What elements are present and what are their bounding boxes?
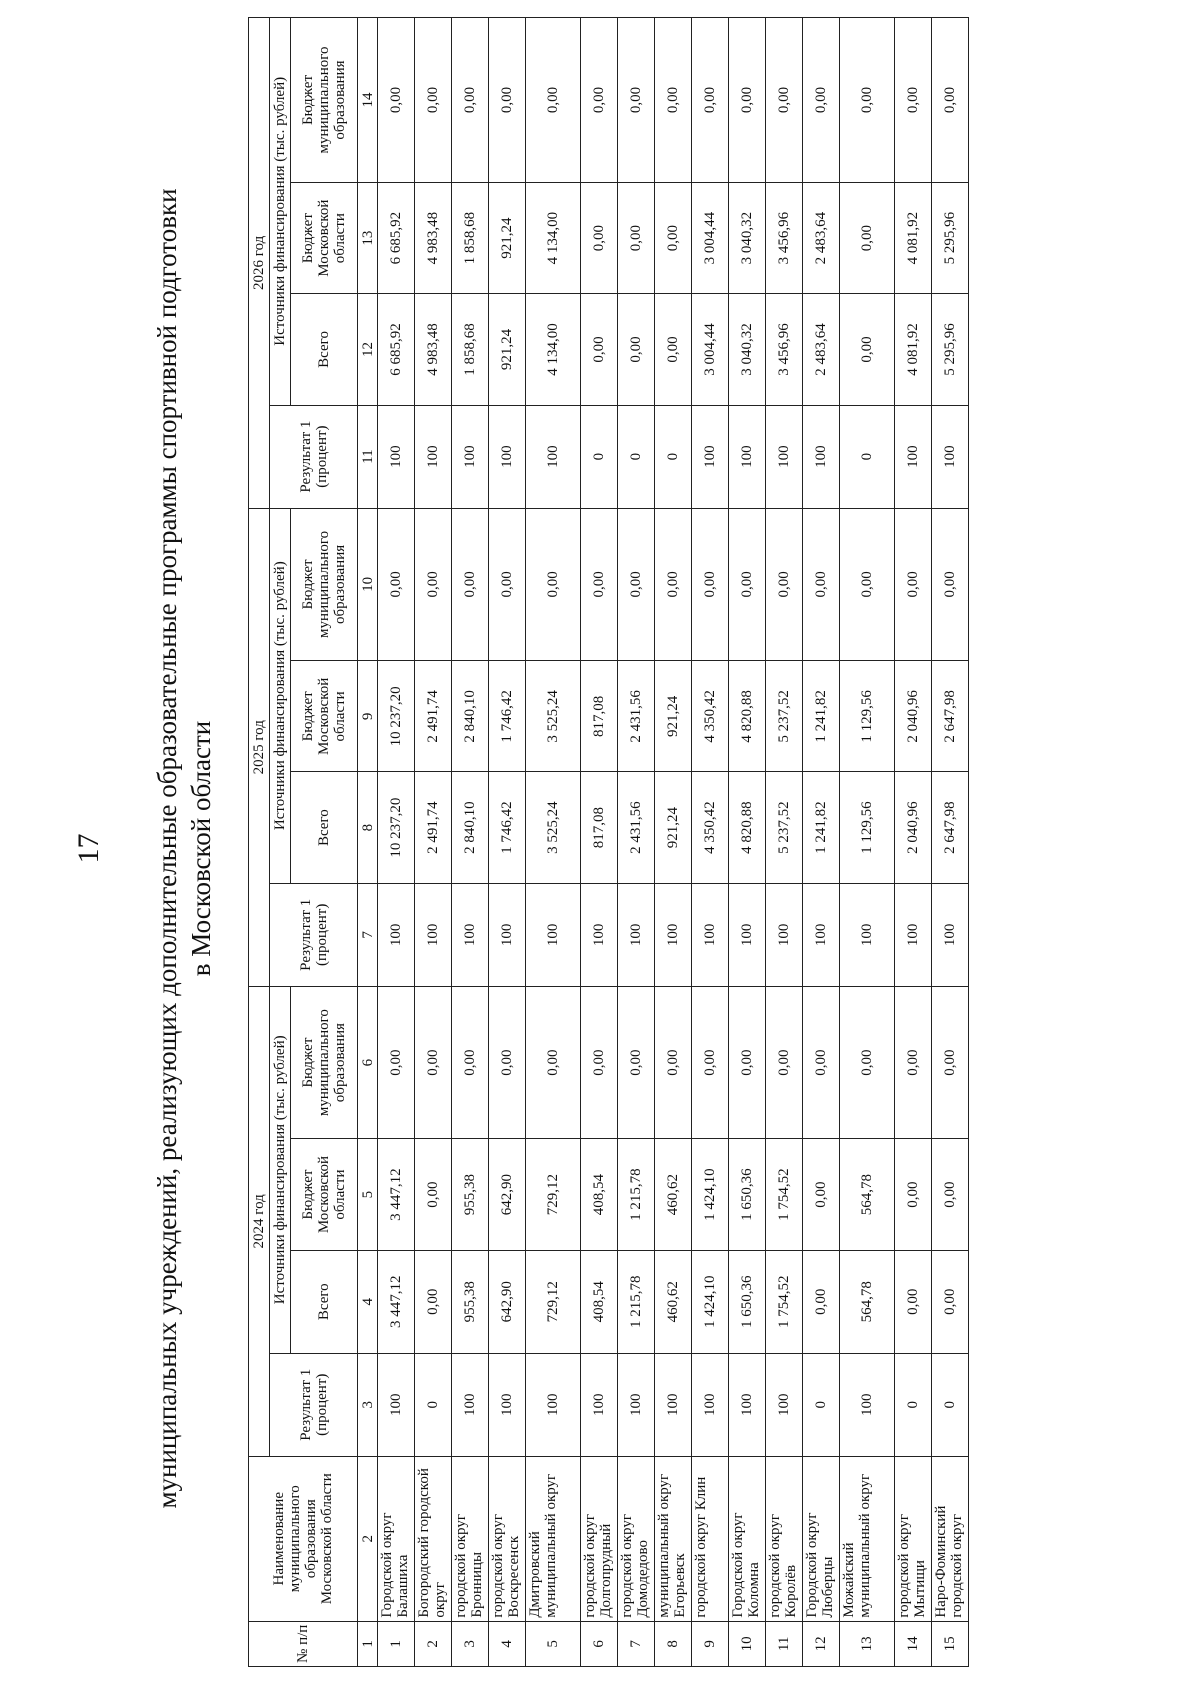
- regional-budget-2025: 2 040,96: [895, 661, 932, 772]
- table-row: [803, 18, 840, 1667]
- row-number: 8: [655, 1621, 692, 1666]
- total-2024: 0,00: [895, 1250, 932, 1353]
- total-2025: 2 840,10: [452, 772, 489, 883]
- regional-budget-2024: 1 650,36: [729, 1139, 766, 1250]
- header-year-2024: 2024 год: [249, 986, 270, 1456]
- total-2024: 3 447,12: [378, 1250, 415, 1353]
- regional-budget-2025: 3 525,24: [526, 661, 581, 772]
- regional-budget-2024: 0,00: [803, 1139, 840, 1250]
- total-2026: 4 081,92: [895, 294, 932, 405]
- municipal-budget-2025: 0,00: [932, 508, 969, 661]
- regional-budget-2025: 2 491,74: [415, 661, 452, 772]
- column-number: 14: [358, 18, 378, 183]
- total-2025: 2 040,96: [895, 772, 932, 883]
- result-2025: 100: [489, 883, 526, 986]
- header-municipal-2024: Бюджет муниципального образования: [291, 986, 358, 1139]
- total-2025: 2 647,98: [932, 772, 969, 883]
- column-number: 13: [358, 183, 378, 294]
- result-2024: 100: [692, 1353, 729, 1456]
- regional-budget-2026: 3 040,32: [729, 183, 766, 294]
- municipal-budget-2024: 0,00: [932, 986, 969, 1139]
- result-2025: 100: [655, 883, 692, 986]
- municipality-name: Наро-Фоминский городской округ: [932, 1456, 969, 1621]
- municipal-budget-2026: 0,00: [840, 18, 895, 183]
- heading-line-1: муниципальных учреждений, реализующих дополнительные образовательные программы спортивной подготовки: [152, 188, 182, 1509]
- regional-budget-2025: 1 129,56: [840, 661, 895, 772]
- document-heading: [150, 0, 218, 1697]
- municipal-budget-2024: 0,00: [415, 986, 452, 1139]
- municipal-budget-2024: 0,00: [729, 986, 766, 1139]
- result-2026: 100: [489, 405, 526, 508]
- municipal-budget-2024: 0,00: [378, 986, 415, 1139]
- municipal-budget-2025: 0,00: [452, 508, 489, 661]
- regional-budget-2024: 564,78: [840, 1139, 895, 1250]
- result-2024: 100: [840, 1353, 895, 1456]
- result-2025: 100: [766, 883, 803, 986]
- result-2026: 100: [452, 405, 489, 508]
- regional-budget-2024: 3 447,12: [378, 1139, 415, 1250]
- table-row: [840, 18, 895, 1667]
- total-2025: 817,08: [581, 772, 618, 883]
- municipal-budget-2026: 0,00: [378, 18, 415, 183]
- table-row: [766, 18, 803, 1667]
- table-row: [655, 18, 692, 1667]
- total-2026: 0,00: [840, 294, 895, 405]
- column-number: 10: [358, 508, 378, 661]
- result-2024: 100: [489, 1353, 526, 1456]
- regional-budget-2026: 5 295,96: [932, 183, 969, 294]
- column-number-row: [358, 18, 378, 1667]
- result-2025: 100: [692, 883, 729, 986]
- municipal-budget-2026: 0,00: [415, 18, 452, 183]
- result-2024: 0: [415, 1353, 452, 1456]
- total-2026: 5 295,96: [932, 294, 969, 405]
- result-2026: 100: [729, 405, 766, 508]
- column-number: 7: [358, 883, 378, 986]
- result-2025: 100: [729, 883, 766, 986]
- column-number: 3: [358, 1353, 378, 1456]
- total-2024: 0,00: [932, 1250, 969, 1353]
- municipal-budget-2025: 0,00: [692, 508, 729, 661]
- municipal-budget-2025: 0,00: [618, 508, 655, 661]
- row-number: 10: [729, 1621, 766, 1666]
- result-2024: 100: [618, 1353, 655, 1456]
- total-2025: 3 525,24: [526, 772, 581, 883]
- regional-budget-2026: 0,00: [655, 183, 692, 294]
- header-sources-2026: Источники финансирования (тыс. рублей): [270, 18, 291, 406]
- total-2025: 2 431,56: [618, 772, 655, 883]
- total-2025: 2 491,74: [415, 772, 452, 883]
- header-result-2026: Результат 1 (процент): [270, 405, 358, 508]
- total-2025: 5 237,52: [766, 772, 803, 883]
- total-2024: 1 754,52: [766, 1250, 803, 1353]
- header-year-2025: 2025 год: [249, 508, 270, 986]
- page-number: 17: [72, 833, 105, 864]
- regional-budget-2025: 2 431,56: [618, 661, 655, 772]
- municipal-budget-2024: 0,00: [840, 986, 895, 1139]
- result-2024: 100: [526, 1353, 581, 1456]
- result-2025: 100: [803, 883, 840, 986]
- total-2024: 0,00: [415, 1250, 452, 1353]
- municipal-budget-2024: 0,00: [766, 986, 803, 1139]
- header-total-2026: Всего: [291, 294, 358, 405]
- total-2025: 921,24: [655, 772, 692, 883]
- column-number: 6: [358, 986, 378, 1139]
- table-row: [729, 18, 766, 1667]
- regional-budget-2026: 2 483,64: [803, 183, 840, 294]
- municipal-budget-2024: 0,00: [581, 986, 618, 1139]
- row-number: 12: [803, 1621, 840, 1666]
- column-number: 4: [358, 1250, 378, 1353]
- municipal-budget-2024: 0,00: [489, 986, 526, 1139]
- municipal-budget-2024: 0,00: [692, 986, 729, 1139]
- header-municipal-2026: Бюджет муниципального образования: [291, 18, 358, 183]
- result-2025: 100: [378, 883, 415, 986]
- municipal-budget-2024: 0,00: [452, 986, 489, 1139]
- regional-budget-2024: 1 424,10: [692, 1139, 729, 1250]
- result-2024: 100: [378, 1353, 415, 1456]
- regional-budget-2024: 1 215,78: [618, 1139, 655, 1250]
- result-2026: 100: [766, 405, 803, 508]
- regional-budget-2025: 2 647,98: [932, 661, 969, 772]
- total-2025: 1 129,56: [840, 772, 895, 883]
- table-row: [895, 18, 932, 1667]
- regional-budget-2026: 0,00: [618, 183, 655, 294]
- result-2026: 0: [618, 405, 655, 508]
- regional-budget-2026: 4 983,48: [415, 183, 452, 294]
- result-2024: 0: [803, 1353, 840, 1456]
- row-number: 15: [932, 1621, 969, 1666]
- header-total-2025: Всего: [291, 772, 358, 883]
- municipal-budget-2025: 0,00: [729, 508, 766, 661]
- regional-budget-2026: 0,00: [840, 183, 895, 294]
- header-sources-2024: Источники финансирования (тыс. рублей): [270, 986, 291, 1353]
- regional-budget-2026: 4 134,00: [526, 183, 581, 294]
- result-2024: 100: [655, 1353, 692, 1456]
- municipal-budget-2025: 0,00: [655, 508, 692, 661]
- municipal-budget-2025: 0,00: [526, 508, 581, 661]
- column-number: 1: [358, 1621, 378, 1666]
- regional-budget-2024: 729,12: [526, 1139, 581, 1250]
- total-2026: 3 004,44: [692, 294, 729, 405]
- total-2026: 3 456,96: [766, 294, 803, 405]
- total-2024: 0,00: [803, 1250, 840, 1353]
- regional-budget-2026: 0,00: [581, 183, 618, 294]
- regional-budget-2024: 0,00: [895, 1139, 932, 1250]
- table-row: [692, 18, 729, 1667]
- row-number: 4: [489, 1621, 526, 1666]
- regional-budget-2024: 408,54: [581, 1139, 618, 1250]
- column-number: 8: [358, 772, 378, 883]
- regional-budget-2025: 10 237,20: [378, 661, 415, 772]
- total-2025: 1 746,42: [489, 772, 526, 883]
- table-row: [415, 18, 452, 1667]
- header-municipal-2025: Бюджет муниципального образования: [291, 508, 358, 661]
- municipal-budget-2024: 0,00: [655, 986, 692, 1139]
- result-2024: 100: [766, 1353, 803, 1456]
- total-2026: 4 983,48: [415, 294, 452, 405]
- municipality-name: городской округ Клин: [692, 1456, 729, 1621]
- municipality-name: Богородский городской округ: [415, 1456, 452, 1621]
- regional-budget-2024: 955,38: [452, 1139, 489, 1250]
- municipality-name: Городской округ Люберцы: [803, 1456, 840, 1621]
- table-row: [932, 18, 969, 1667]
- result-2026: 0: [840, 405, 895, 508]
- table-row: [618, 18, 655, 1667]
- row-number: 1: [378, 1621, 415, 1666]
- total-2026: 0,00: [655, 294, 692, 405]
- header-regional-2026: Бюджет Московской области: [291, 183, 358, 294]
- header-result-2025: Результат 1 (процент): [270, 883, 358, 986]
- total-2025: 10 237,20: [378, 772, 415, 883]
- column-number: 9: [358, 661, 378, 772]
- municipality-name: городской округ Домодедово: [618, 1456, 655, 1621]
- table-row: [378, 18, 415, 1667]
- header-regional-2024: Бюджет Московской области: [291, 1139, 358, 1250]
- total-2026: 921,24: [489, 294, 526, 405]
- regional-budget-2024: 0,00: [932, 1139, 969, 1250]
- total-2026: 3 040,32: [729, 294, 766, 405]
- result-2025: 100: [415, 883, 452, 986]
- result-2025: 100: [895, 883, 932, 986]
- row-number: 3: [452, 1621, 489, 1666]
- municipal-budget-2025: 0,00: [766, 508, 803, 661]
- municipal-budget-2026: 0,00: [895, 18, 932, 183]
- heading-line-2: в Московской области: [186, 720, 216, 977]
- result-2025: 100: [452, 883, 489, 986]
- result-2026: 100: [415, 405, 452, 508]
- regional-budget-2025: 4 820,88: [729, 661, 766, 772]
- table-row: [452, 18, 489, 1667]
- result-2025: 100: [932, 883, 969, 986]
- municipal-budget-2025: 0,00: [840, 508, 895, 661]
- result-2024: 100: [729, 1353, 766, 1456]
- municipality-name: Можайский муниципальный округ: [840, 1456, 895, 1621]
- municipal-budget-2026: 0,00: [452, 18, 489, 183]
- column-number: 12: [358, 294, 378, 405]
- regional-budget-2024: 460,62: [655, 1139, 692, 1250]
- financing-table: [248, 17, 969, 1667]
- result-2026: 0: [581, 405, 618, 508]
- row-number: 7: [618, 1621, 655, 1666]
- municipal-budget-2026: 0,00: [581, 18, 618, 183]
- municipal-budget-2025: 0,00: [803, 508, 840, 661]
- regional-budget-2025: 921,24: [655, 661, 692, 772]
- regional-budget-2024: 642,90: [489, 1139, 526, 1250]
- municipal-budget-2024: 0,00: [803, 986, 840, 1139]
- regional-budget-2026: 4 081,92: [895, 183, 932, 294]
- table-row: [489, 18, 526, 1667]
- header-sources-2025: Источники финансирования (тыс. рублей): [270, 508, 291, 883]
- total-2026: 2 483,64: [803, 294, 840, 405]
- row-number: 6: [581, 1621, 618, 1666]
- result-2026: 0: [655, 405, 692, 508]
- header-result-2024: Результат 1 (процент): [270, 1353, 358, 1456]
- total-2024: 1 650,36: [729, 1250, 766, 1353]
- total-2025: 4 350,42: [692, 772, 729, 883]
- municipal-budget-2025: 0,00: [489, 508, 526, 661]
- regional-budget-2025: 1 241,82: [803, 661, 840, 772]
- municipal-budget-2026: 0,00: [526, 18, 581, 183]
- municipal-budget-2025: 0,00: [581, 508, 618, 661]
- regional-budget-2025: 4 350,42: [692, 661, 729, 772]
- municipal-budget-2026: 0,00: [803, 18, 840, 183]
- result-2025: 100: [840, 883, 895, 986]
- result-2026: 100: [526, 405, 581, 508]
- result-2024: 100: [452, 1353, 489, 1456]
- result-2024: 0: [895, 1353, 932, 1456]
- row-number: 2: [415, 1621, 452, 1666]
- row-number: 11: [766, 1621, 803, 1666]
- header-name: Наименование муниципального образования Московской области: [249, 1456, 358, 1621]
- header-regional-2025: Бюджет Московской области: [291, 661, 358, 772]
- total-2024: 729,12: [526, 1250, 581, 1353]
- total-2024: 1 424,10: [692, 1250, 729, 1353]
- municipal-budget-2025: 0,00: [895, 508, 932, 661]
- municipal-budget-2026: 0,00: [618, 18, 655, 183]
- municipal-budget-2025: 0,00: [378, 508, 415, 661]
- municipal-budget-2024: 0,00: [618, 986, 655, 1139]
- municipal-budget-2025: 0,00: [415, 508, 452, 661]
- row-number: 5: [526, 1621, 581, 1666]
- result-2024: 100: [581, 1353, 618, 1456]
- row-number: 13: [840, 1621, 895, 1666]
- total-2026: 0,00: [618, 294, 655, 405]
- total-2024: 564,78: [840, 1250, 895, 1353]
- column-number: 2: [358, 1456, 378, 1621]
- column-number: 11: [358, 405, 378, 508]
- regional-budget-2026: 3 004,44: [692, 183, 729, 294]
- result-2026: 100: [803, 405, 840, 508]
- municipal-budget-2026: 0,00: [729, 18, 766, 183]
- total-2026: 0,00: [581, 294, 618, 405]
- result-2025: 100: [581, 883, 618, 986]
- municipal-budget-2026: 0,00: [766, 18, 803, 183]
- row-number: 14: [895, 1621, 932, 1666]
- total-2024: 408,54: [581, 1250, 618, 1353]
- header-total-2024: Всего: [291, 1250, 358, 1353]
- regional-budget-2025: 1 746,42: [489, 661, 526, 772]
- regional-budget-2024: 0,00: [415, 1139, 452, 1250]
- result-2026: 100: [692, 405, 729, 508]
- table-row: [581, 18, 618, 1667]
- table-body: [378, 18, 969, 1667]
- municipal-budget-2026: 0,00: [489, 18, 526, 183]
- regional-budget-2026: 3 456,96: [766, 183, 803, 294]
- municipality-name: городской округ Королёв: [766, 1456, 803, 1621]
- total-2024: 642,90: [489, 1250, 526, 1353]
- regional-budget-2026: 1 858,68: [452, 183, 489, 294]
- municipal-budget-2024: 0,00: [895, 986, 932, 1139]
- regional-budget-2026: 6 685,92: [378, 183, 415, 294]
- row-number: 9: [692, 1621, 729, 1666]
- regional-budget-2024: 1 754,52: [766, 1139, 803, 1250]
- table-row: [526, 18, 581, 1667]
- total-2026: 4 134,00: [526, 294, 581, 405]
- header-num: № п/п: [249, 1621, 358, 1666]
- municipal-budget-2026: 0,00: [932, 18, 969, 183]
- total-2026: 1 858,68: [452, 294, 489, 405]
- regional-budget-2026: 921,24: [489, 183, 526, 294]
- regional-budget-2025: 2 840,10: [452, 661, 489, 772]
- municipal-budget-2026: 0,00: [692, 18, 729, 183]
- municipality-name: муниципальный округ Егорьевск: [655, 1456, 692, 1621]
- total-2025: 4 820,88: [729, 772, 766, 883]
- result-2025: 100: [618, 883, 655, 986]
- total-2024: 460,62: [655, 1250, 692, 1353]
- municipality-name: Городской округ Коломна: [729, 1456, 766, 1621]
- municipality-name: Дмитровский муниципальный округ: [526, 1456, 581, 1621]
- municipality-name: городской округ Воскресенск: [489, 1456, 526, 1621]
- regional-budget-2025: 5 237,52: [766, 661, 803, 772]
- result-2026: 100: [895, 405, 932, 508]
- header-year-2026: 2026 год: [249, 18, 270, 509]
- column-number: 5: [358, 1139, 378, 1250]
- regional-budget-2025: 817,08: [581, 661, 618, 772]
- municipal-budget-2024: 0,00: [526, 986, 581, 1139]
- municipality-name: городской округ Мытищи: [895, 1456, 932, 1621]
- total-2024: 955,38: [452, 1250, 489, 1353]
- total-2025: 1 241,82: [803, 772, 840, 883]
- result-2026: 100: [932, 405, 969, 508]
- total-2026: 6 685,92: [378, 294, 415, 405]
- municipality-name: городской округ Бронницы: [452, 1456, 489, 1621]
- municipality-name: городской округ Долгопрудный: [581, 1456, 618, 1621]
- total-2024: 1 215,78: [618, 1250, 655, 1353]
- result-2024: 0: [932, 1353, 969, 1456]
- result-2025: 100: [526, 883, 581, 986]
- municipality-name: Городской округ Балашиха: [378, 1456, 415, 1621]
- municipal-budget-2026: 0,00: [655, 18, 692, 183]
- result-2026: 100: [378, 405, 415, 508]
